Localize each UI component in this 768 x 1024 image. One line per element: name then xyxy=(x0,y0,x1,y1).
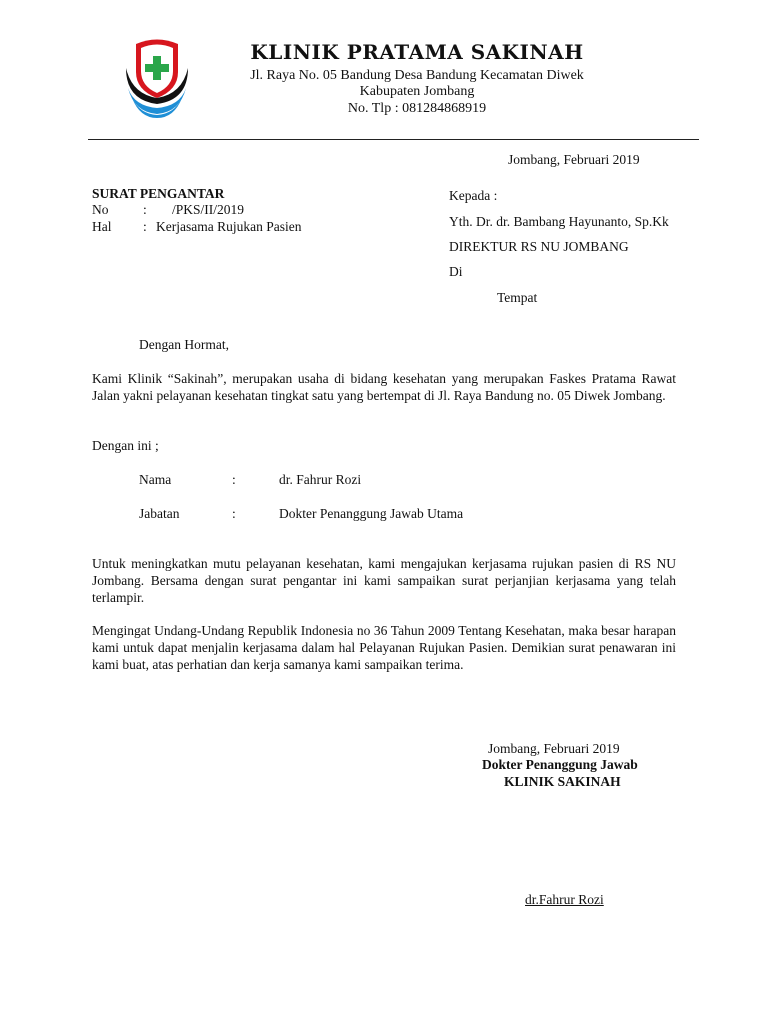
hal-colon: : xyxy=(143,219,147,234)
tempat-label: Tempat xyxy=(497,290,538,305)
greeting: Dengan Hormat, xyxy=(139,337,229,352)
nama-colon: : xyxy=(232,472,236,487)
recipient-name: Yth. Dr. dr. Bambang Hayunanto, Sp.Kk xyxy=(449,214,669,229)
jabatan-colon: : xyxy=(232,506,236,521)
paragraph-closing: Mengingat Undang-Undang Republik Indonesia no 36 Tahun 2009 Tentang Kesehatan, maka besar harapan kami untuk dapat menjalin kerjasama dalam hal Pelayanan Rujukan Pasien. Demikian surat penawaran ini kami buat, atas perhatian dan kerja samanya kami sampaikan terima. xyxy=(92,623,676,672)
di-label: Di xyxy=(449,264,463,279)
recipient-title: DIREKTUR RS NU JOMBANG xyxy=(449,239,629,254)
signature-role: Dokter Penanggung Jawab xyxy=(482,757,638,772)
signature-org: KLINIK SAKINAH xyxy=(504,774,621,789)
hal-label: Hal xyxy=(92,219,112,234)
jabatan-value: Dokter Penanggung Jawab Utama xyxy=(279,506,464,521)
nama-label: Nama xyxy=(139,472,172,487)
paragraph-intro: Kami Klinik “Sakinah”, merupakan usaha di bidang kesehatan yang merupakan Faskes Pratama Rawat Jalan yakni pelayanan kesehatan tingkat satu yang bertempat di Jl. Raya Bandung no. 05 Diwek Jombang. xyxy=(92,371,676,403)
clinic-address: Jl. Raya No. 05 Bandung Desa Bandung Kecamatan Diwek xyxy=(250,68,584,83)
letter-subject: Kerjasama Rujukan Pasien xyxy=(156,219,302,234)
letter-title: SURAT PENGANTAR xyxy=(92,186,225,201)
nama-value: dr. Fahrur Rozi xyxy=(279,472,362,487)
clinic-phone: No. Tlp : 081284868919 xyxy=(347,101,487,116)
paragraph-purpose: Untuk meningkatkan mutu pelayanan kesehatan, kami mengajukan kerjasama rujukan pasien di RS NU Jombang. Bersama dengan surat pengantar ini kami sampaikan surat perjanjian kerjasama yang telah terlampir. xyxy=(92,556,676,605)
dengan-ini: Dengan ini ; xyxy=(92,438,159,453)
letterhead-divider xyxy=(88,139,699,140)
signature-date: Jombang, Februari 2019 xyxy=(488,741,620,756)
signatory-name: dr.Fahrur Rozi xyxy=(525,892,604,907)
clinic-regency: Kabupaten Jombang xyxy=(359,84,475,99)
jabatan-label: Jabatan xyxy=(139,506,180,521)
clinic-name: KLINIK PRATAMA SAKINAH xyxy=(250,40,584,64)
letter-date: Jombang, Februari 2019 xyxy=(508,152,640,167)
letter-number: /PKS/II/2019 xyxy=(172,202,245,217)
no-label: No xyxy=(92,202,109,217)
no-colon: : xyxy=(143,202,147,217)
kepada-label: Kepada : xyxy=(449,188,498,203)
